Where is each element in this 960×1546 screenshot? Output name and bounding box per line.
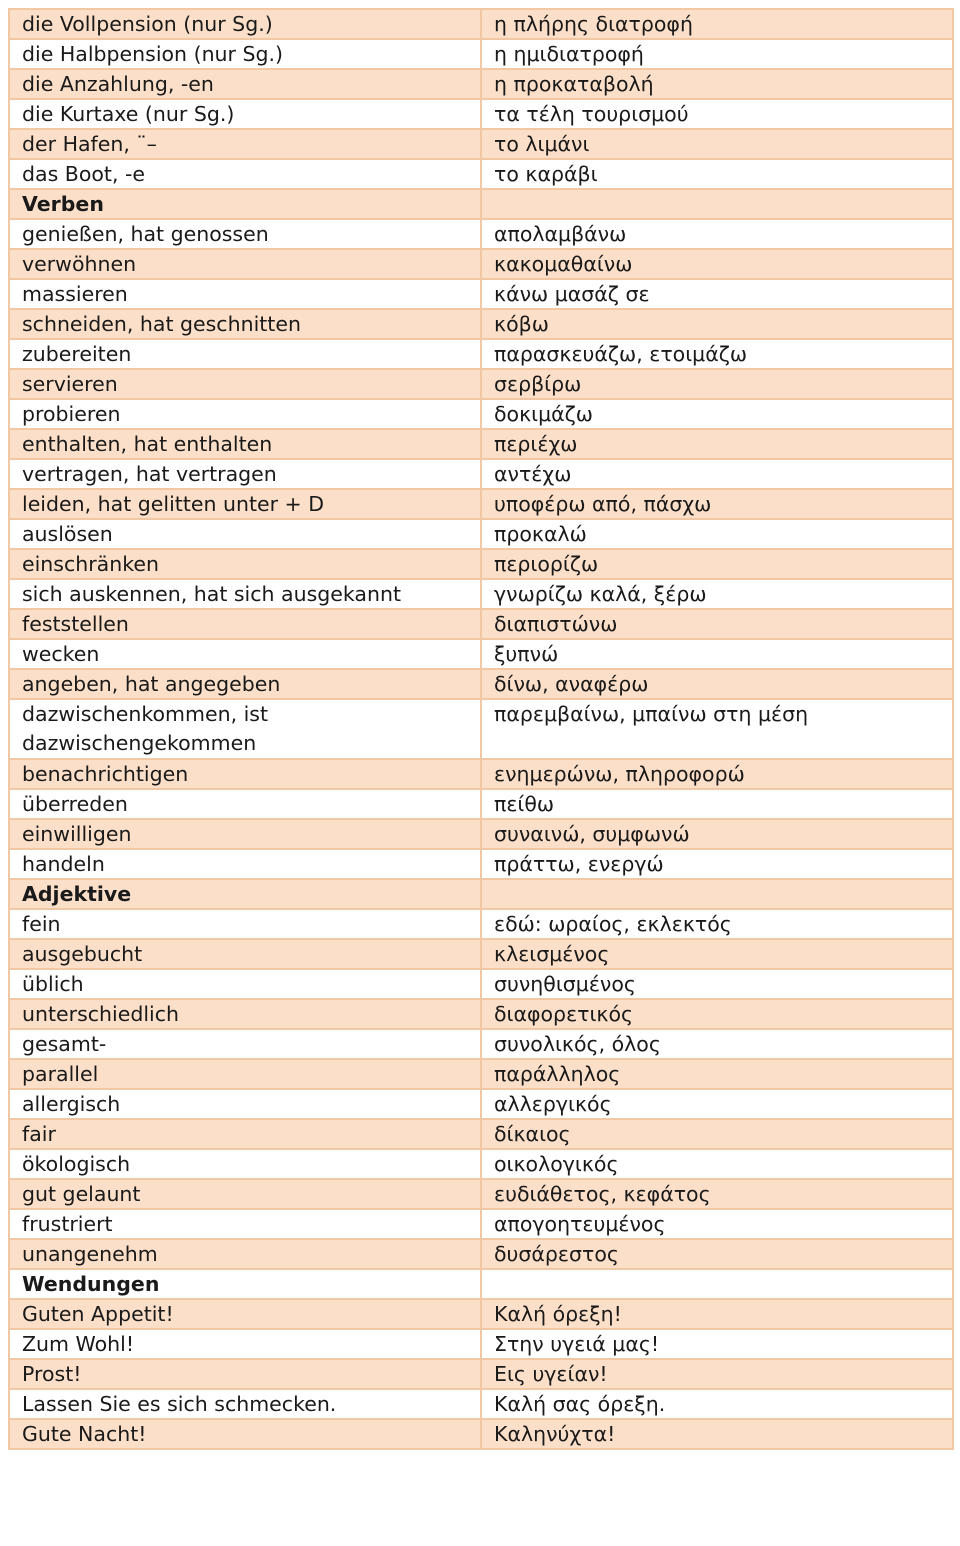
- vocabulary-row: [9, 429, 953, 459]
- vocabulary-row: [9, 1149, 953, 1179]
- german-term: Lassen Sie es sich schmecken.: [9, 1389, 481, 1419]
- vocabulary-row: [9, 309, 953, 339]
- greek-translation: η πλήρης διατροφή: [481, 9, 953, 39]
- vocabulary-row: [9, 1089, 953, 1119]
- vocabulary-row: [9, 1419, 953, 1449]
- vocabulary-row: [9, 39, 953, 69]
- vocabulary-row: [9, 399, 953, 429]
- vocabulary-row: [9, 819, 953, 849]
- greek-translation: δοκιμάζω: [481, 399, 953, 429]
- section-heading-row: [9, 189, 953, 219]
- german-term: schneiden, hat geschnitten: [9, 309, 481, 339]
- section-heading: Verben: [9, 189, 481, 219]
- german-term: das Boot, -e: [9, 159, 481, 189]
- greek-translation: Καλή όρεξη!: [481, 1299, 953, 1329]
- vocabulary-row: [9, 1299, 953, 1329]
- german-term: ausgebucht: [9, 939, 481, 969]
- section-heading: Wendungen: [9, 1269, 481, 1299]
- greek-translation: συναινώ, συμφωνώ: [481, 819, 953, 849]
- german-term: probieren: [9, 399, 481, 429]
- vocabulary-row: [9, 909, 953, 939]
- german-term: überreden: [9, 789, 481, 819]
- german-term: einschränken: [9, 549, 481, 579]
- vocabulary-row: [9, 1059, 953, 1089]
- german-term: leiden, hat gelitten unter + D: [9, 489, 481, 519]
- vocabulary-row: [9, 609, 953, 639]
- vocabulary-row: [9, 369, 953, 399]
- greek-translation: η προκαταβολή: [481, 69, 953, 99]
- vocabulary-row: [9, 279, 953, 309]
- greek-translation: Καλή σας όρεξη.: [481, 1389, 953, 1419]
- greek-translation: εδώ: ωραίος, εκλεκτός: [481, 909, 953, 939]
- german-term: der Hafen, ¨–: [9, 129, 481, 159]
- greek-translation: κακομαθαίνω: [481, 249, 953, 279]
- greek-translation: [481, 189, 953, 219]
- german-term: gut gelaunt: [9, 1179, 481, 1209]
- german-term: die Kurtaxe (nur Sg.): [9, 99, 481, 129]
- vocabulary-row: [9, 549, 953, 579]
- german-term: unterschiedlich: [9, 999, 481, 1029]
- vocabulary-row: [9, 339, 953, 369]
- greek-translation: παρασκευάζω, ετοιμάζω: [481, 339, 953, 369]
- vocabulary-table-body: [9, 9, 953, 1449]
- vocabulary-row: [9, 1329, 953, 1359]
- german-term: sich auskennen, hat sich ausgekannt: [9, 579, 481, 609]
- german-term: vertragen, hat vertragen: [9, 459, 481, 489]
- vocabulary-row: [9, 249, 953, 279]
- greek-translation: ευδιάθετος, κεφάτος: [481, 1179, 953, 1209]
- german-term: auslösen: [9, 519, 481, 549]
- section-heading-row: [9, 1269, 953, 1299]
- vocabulary-row: [9, 699, 953, 759]
- german-term: unangenehm: [9, 1239, 481, 1269]
- greek-translation: [481, 879, 953, 909]
- german-term: handeln: [9, 849, 481, 879]
- vocabulary-row: [9, 639, 953, 669]
- vocabulary-row: [9, 1179, 953, 1209]
- german-term: allergisch: [9, 1089, 481, 1119]
- german-term: ökologisch: [9, 1149, 481, 1179]
- greek-translation: Καληνύχτα!: [481, 1419, 953, 1449]
- greek-translation: [481, 1269, 953, 1299]
- german-term: Guten Appetit!: [9, 1299, 481, 1329]
- greek-translation: παρεμβαίνω, μπαίνω στη μέση: [481, 699, 953, 759]
- vocabulary-row: [9, 69, 953, 99]
- greek-translation: το καράβι: [481, 159, 953, 189]
- greek-translation: παράλληλος: [481, 1059, 953, 1089]
- greek-translation: περιορίζω: [481, 549, 953, 579]
- greek-translation: το λιμάνι: [481, 129, 953, 159]
- german-term: frustriert: [9, 1209, 481, 1239]
- german-term: dazwischenkommen, ist dazwischengekommen: [9, 699, 481, 759]
- german-term: Gute Nacht!: [9, 1419, 481, 1449]
- greek-translation: υποφέρω από, πάσχω: [481, 489, 953, 519]
- vocabulary-row: [9, 1359, 953, 1389]
- german-term: fair: [9, 1119, 481, 1149]
- german-term: servieren: [9, 369, 481, 399]
- vocabulary-row: [9, 1239, 953, 1269]
- greek-translation: δίνω, αναφέρω: [481, 669, 953, 699]
- vocabulary-row: [9, 1389, 953, 1419]
- german-term: enthalten, hat enthalten: [9, 429, 481, 459]
- vocabulary-row: [9, 519, 953, 549]
- greek-translation: ενημερώνω, πληροφορώ: [481, 759, 953, 789]
- section-heading-row: [9, 879, 953, 909]
- greek-translation: ξυπνώ: [481, 639, 953, 669]
- german-term: parallel: [9, 1059, 481, 1089]
- vocabulary-row: [9, 1209, 953, 1239]
- german-term: angeben, hat angegeben: [9, 669, 481, 699]
- greek-translation: δίκαιος: [481, 1119, 953, 1149]
- greek-translation: συνηθισμένος: [481, 969, 953, 999]
- greek-translation: Στην υγειά μας!: [481, 1329, 953, 1359]
- german-term: die Anzahlung, -en: [9, 69, 481, 99]
- german-term: feststellen: [9, 609, 481, 639]
- greek-translation: απογοητευμένος: [481, 1209, 953, 1239]
- vocabulary-row: [9, 579, 953, 609]
- german-term: benachrichtigen: [9, 759, 481, 789]
- german-term: zubereiten: [9, 339, 481, 369]
- vocabulary-row: [9, 489, 953, 519]
- german-term: fein: [9, 909, 481, 939]
- vocabulary-row: [9, 1119, 953, 1149]
- greek-translation: πείθω: [481, 789, 953, 819]
- greek-translation: απολαμβάνω: [481, 219, 953, 249]
- greek-translation: αλλεργικός: [481, 1089, 953, 1119]
- german-term: verwöhnen: [9, 249, 481, 279]
- vocabulary-row: [9, 999, 953, 1029]
- german-term: üblich: [9, 969, 481, 999]
- greek-translation: αντέχω: [481, 459, 953, 489]
- vocabulary-row: [9, 129, 953, 159]
- vocabulary-row: [9, 969, 953, 999]
- german-term: die Halbpension (nur Sg.): [9, 39, 481, 69]
- vocabulary-row: [9, 219, 953, 249]
- german-term: die Vollpension (nur Sg.): [9, 9, 481, 39]
- vocabulary-row: [9, 159, 953, 189]
- german-term: wecken: [9, 639, 481, 669]
- greek-translation: διαπιστώνω: [481, 609, 953, 639]
- greek-translation: κάνω μασάζ σε: [481, 279, 953, 309]
- vocabulary-row: [9, 9, 953, 39]
- german-term: Prost!: [9, 1359, 481, 1389]
- greek-translation: προκαλώ: [481, 519, 953, 549]
- german-term: massieren: [9, 279, 481, 309]
- german-term: Zum Wohl!: [9, 1329, 481, 1359]
- greek-translation: Εις υγείαν!: [481, 1359, 953, 1389]
- german-term: gesamt-: [9, 1029, 481, 1059]
- greek-translation: οικολογικός: [481, 1149, 953, 1179]
- greek-translation: η ημιδιατροφή: [481, 39, 953, 69]
- greek-translation: συνολικός, όλος: [481, 1029, 953, 1059]
- vocabulary-row: [9, 99, 953, 129]
- greek-translation: πράττω, ενεργώ: [481, 849, 953, 879]
- greek-translation: κλεισμένος: [481, 939, 953, 969]
- vocabulary-row: [9, 1029, 953, 1059]
- vocabulary-row: [9, 939, 953, 969]
- german-term: einwilligen: [9, 819, 481, 849]
- german-term: genießen, hat genossen: [9, 219, 481, 249]
- greek-translation: τα τέλη τουρισμού: [481, 99, 953, 129]
- greek-translation: σερβίρω: [481, 369, 953, 399]
- vocabulary-row: [9, 789, 953, 819]
- greek-translation: περιέχω: [481, 429, 953, 459]
- vocabulary-table: [8, 8, 954, 1450]
- greek-translation: κόβω: [481, 309, 953, 339]
- vocabulary-row: [9, 759, 953, 789]
- vocabulary-row: [9, 459, 953, 489]
- section-heading: Adjektive: [9, 879, 481, 909]
- greek-translation: γνωρίζω καλά, ξέρω: [481, 579, 953, 609]
- vocabulary-row: [9, 669, 953, 699]
- greek-translation: δυσάρεστος: [481, 1239, 953, 1269]
- greek-translation: διαφορετικός: [481, 999, 953, 1029]
- vocabulary-row: [9, 849, 953, 879]
